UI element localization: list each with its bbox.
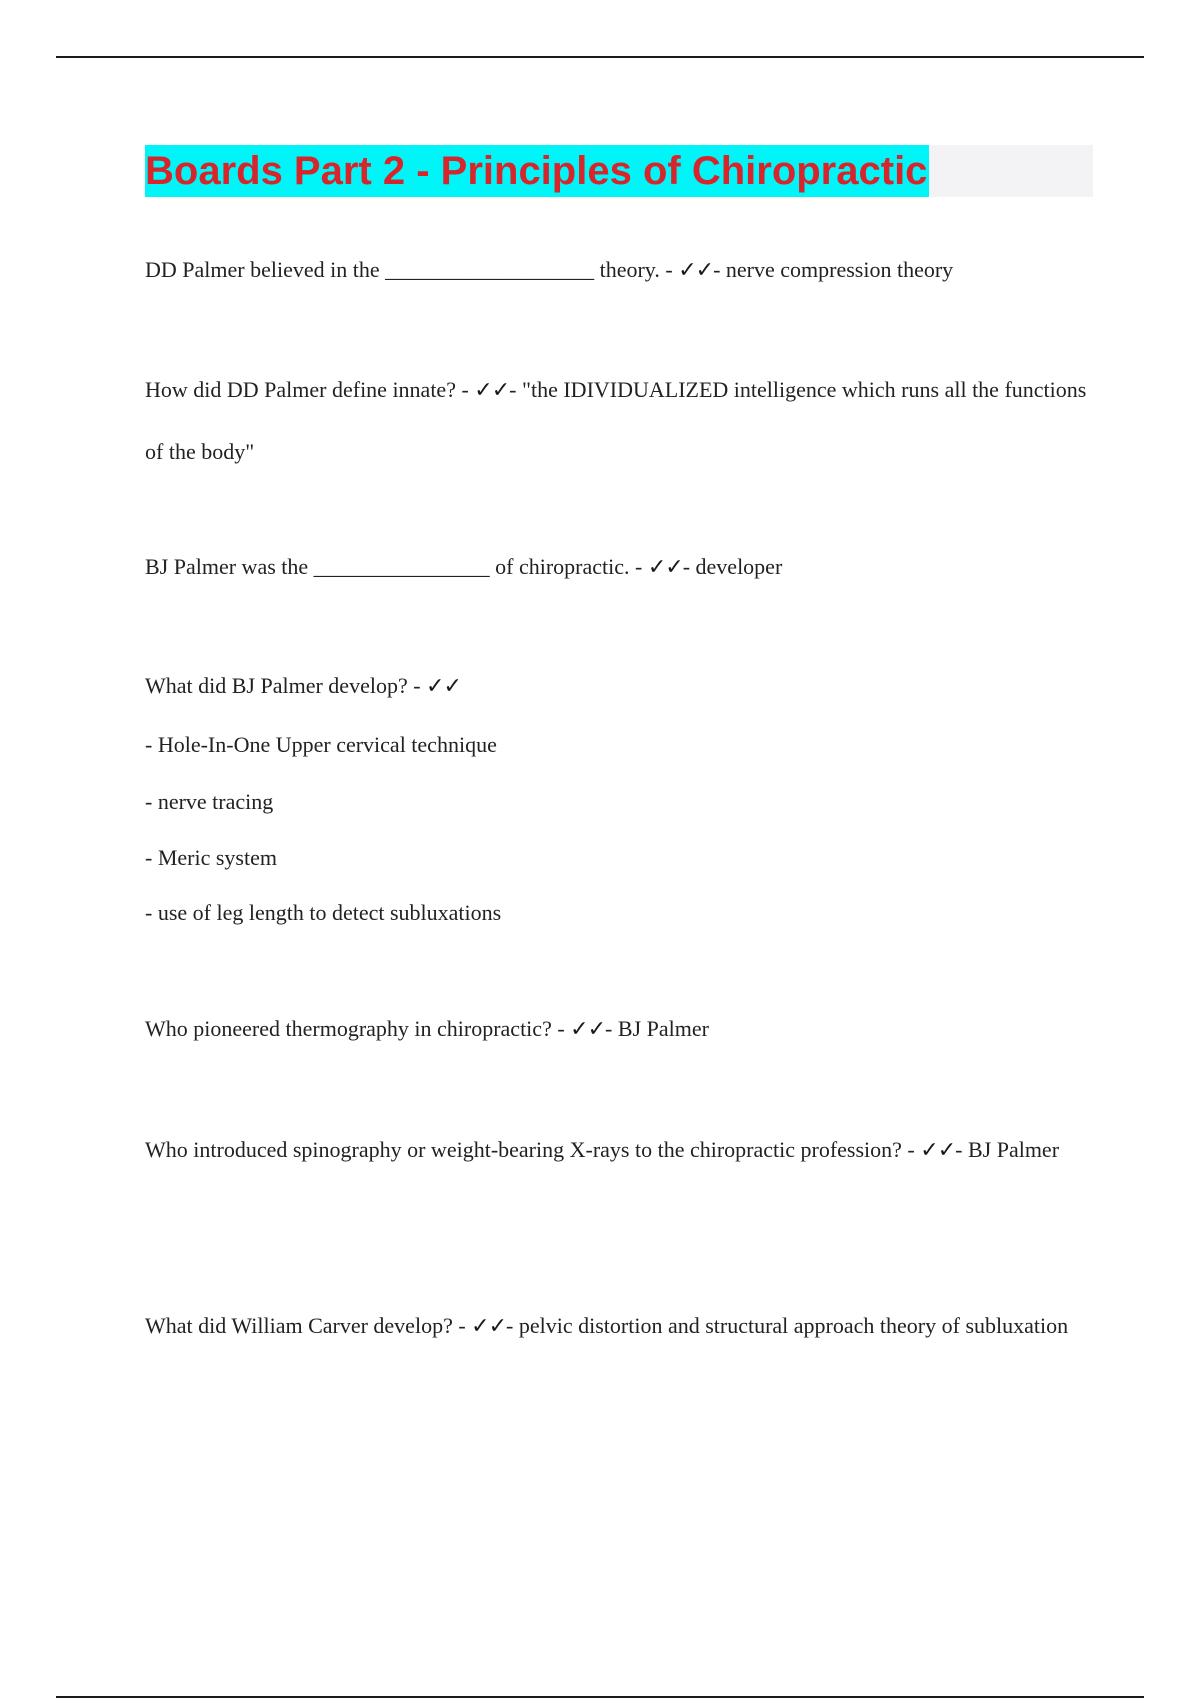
qa-item [145,1119,1095,1181]
question-text: BJ Palmer was the ________________ of chiropractic. - [145,554,648,579]
bottom-divider [56,1696,1144,1698]
qa-item [145,998,1095,1060]
check-icon: ✓✓ [920,1138,956,1163]
qa-item [145,536,1095,598]
answer-text: - nerve compression theory [713,257,954,282]
title-bar [145,145,1093,197]
list-item: - use of leg length to detect subluxations [145,900,502,925]
answer-text: - "the IDIVIDUALIZED intelligence which runs all the functions of the body" [145,377,1087,464]
answer-text: - BJ Palmer [955,1137,1060,1162]
qa-item [145,655,1095,717]
question-text: Who introduced spinography or weight-bearing X-rays to the chiropractic profession? - [145,1137,921,1162]
check-icon: ✓✓ [647,555,683,580]
check-icon: ✓✓ [678,258,714,283]
question-text: What did BJ Palmer develop? - [145,673,427,698]
answer-text: - pelvic distortion and structural approach theory of subluxation [506,1313,1069,1338]
answer-text: - BJ Palmer [605,1016,709,1041]
list-item: - Hole-In-One Upper cervical technique [145,732,497,757]
list-item: - Meric system [145,845,277,870]
qa-item [145,239,1095,301]
answer-text: - developer [682,554,783,579]
check-icon: ✓✓ [474,378,510,403]
list-item: - nerve tracing [145,789,274,814]
qa-item [145,359,1095,482]
question-text: DD Palmer believed in the ___________________ theory. - [145,257,679,282]
top-divider [56,56,1144,58]
question-text: How did DD Palmer define innate? - [145,377,475,402]
qa-item [145,1295,1095,1357]
check-icon: ✓✓ [570,1017,606,1042]
check-icon: ✓✓ [426,674,461,699]
question-text: What did William Carver develop? - [145,1313,472,1338]
check-icon: ✓✓ [471,1314,507,1339]
question-text: Who pioneered thermography in chiropractic? - [145,1016,571,1041]
document-title: Boards Part 2 - Principles of Chiropractic [145,145,929,197]
